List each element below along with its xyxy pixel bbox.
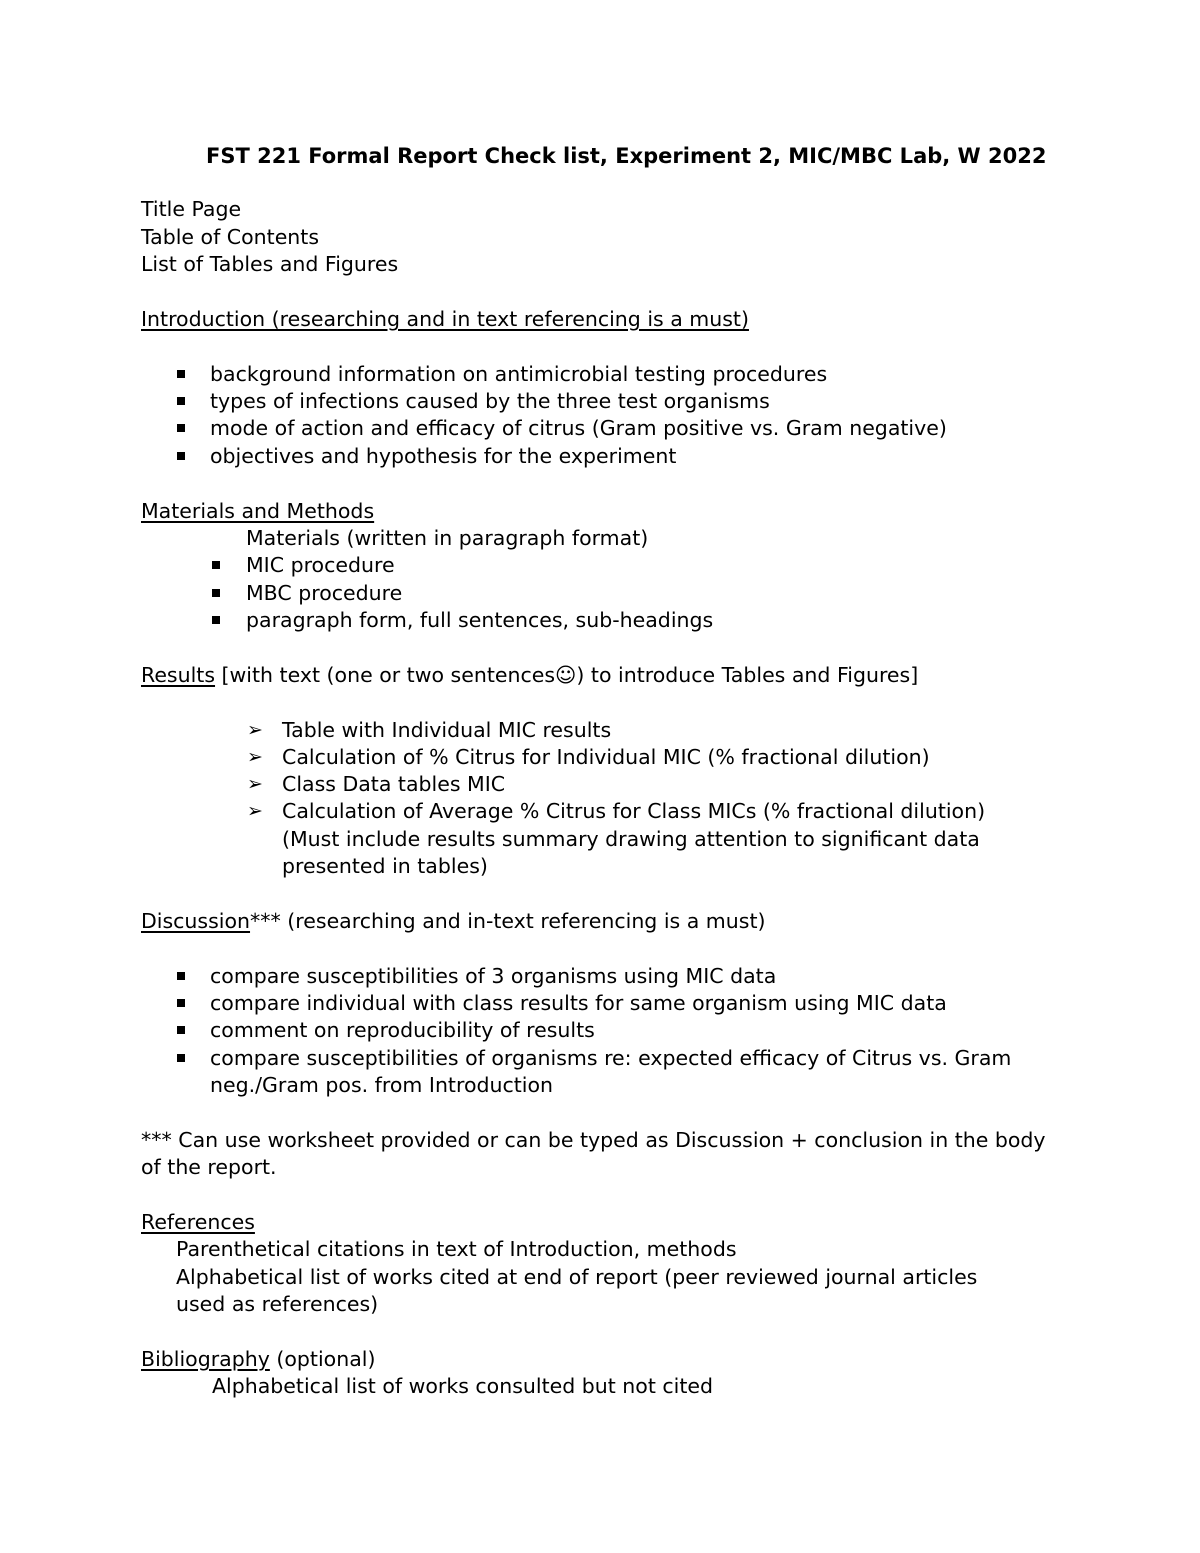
bullet-square-icon xyxy=(177,999,185,1007)
list-item-text: types of infections caused by the three test organisms xyxy=(210,389,770,413)
page-title: FST 221 Formal Report Check list, Experiment 2, MIC/MBC Lab, W 2022 xyxy=(206,144,1047,168)
list-item-text: Calculation of % Citrus for Individual MIC (% fractional dilution) xyxy=(282,745,930,769)
results-heading-note: [with text (one or two sentences☺) to introduce Tables and Figures] xyxy=(215,663,919,687)
arrow-bullet-icon: ➢ xyxy=(247,773,263,795)
list-item-text: mode of action and efficacy of citrus (Gram positive vs. Gram negative) xyxy=(210,416,947,440)
materials-heading: Materials and Methods xyxy=(141,499,375,523)
bullet-square-icon xyxy=(177,397,185,405)
bullet-square-icon xyxy=(212,589,220,597)
list-item-text: compare susceptibilities of 3 organisms using MIC data xyxy=(210,964,777,988)
list-item-text: compare individual with class results for same organism using MIC data xyxy=(210,991,947,1015)
bullet-square-icon xyxy=(212,616,220,624)
bullet-square-icon xyxy=(212,561,220,569)
discussion-heading-line xyxy=(141,908,765,935)
bullet-square-icon xyxy=(177,1026,185,1034)
results-note-line2: presented in tables) xyxy=(282,854,488,878)
list-item-text: MIC procedure xyxy=(246,553,395,577)
results-heading-line xyxy=(141,662,918,689)
list-item-text: MBC procedure xyxy=(246,581,403,605)
bullet-square-icon xyxy=(177,452,185,460)
list-item-text: background information on antimicrobial testing procedures xyxy=(210,362,828,386)
arrow-bullet-icon: ➢ xyxy=(247,800,263,822)
bullet-square-icon xyxy=(177,424,185,432)
discussion-heading: Discussion xyxy=(141,909,251,933)
references-line1: Parenthetical citations in text of Introduction, methods xyxy=(176,1237,737,1261)
arrow-bullet-icon: ➢ xyxy=(247,746,263,768)
bibliography-line1: Alphabetical list of works consulted but not cited xyxy=(212,1374,714,1398)
introduction-heading: Introduction (researching and in text referencing is a must) xyxy=(141,307,749,331)
discussion-heading-note: *** (researching and in-text referencing is a must) xyxy=(250,909,766,933)
list-item-text: comment on reproducibility of results xyxy=(210,1018,595,1042)
bullet-square-icon xyxy=(177,370,185,378)
bibliography-heading: Bibliography xyxy=(141,1347,270,1371)
bibliography-heading-note: (optional) xyxy=(269,1347,376,1371)
results-heading: Results xyxy=(141,663,216,687)
results-note-line1: (Must include results summary drawing attention to significant data xyxy=(282,827,980,851)
references-line2: Alphabetical list of works cited at end of report (peer reviewed journal articles xyxy=(176,1265,978,1289)
references-line3: used as references) xyxy=(176,1292,379,1316)
list-item-text: Class Data tables MIC xyxy=(282,772,506,796)
materials-subheading: Materials (written in paragraph format) xyxy=(246,526,649,550)
references-heading: References xyxy=(141,1210,255,1234)
bullet-square-icon xyxy=(177,1054,185,1062)
footnote-line2: of the report. xyxy=(141,1155,277,1179)
discussion-item-continuation: neg./Gram pos. from Introduction xyxy=(210,1073,554,1097)
list-item-text: objectives and hypothesis for the experiment xyxy=(210,444,677,468)
footnote-line1: *** Can use worksheet provided or can be typed as Discussion + conclusion in the body xyxy=(141,1128,1046,1152)
list-item-text: Table with Individual MIC results xyxy=(282,718,612,742)
list-item-text: Calculation of Average % Citrus for Class MICs (% fractional dilution) xyxy=(282,799,986,823)
list-item-text: paragraph form, full sentences, sub-headings xyxy=(246,608,714,632)
arrow-bullet-icon: ➢ xyxy=(247,719,263,741)
list-item-text: compare susceptibilities of organisms re: expected efficacy of Citrus vs. Gram xyxy=(210,1046,1012,1070)
front-matter-list-tables: List of Tables and Figures xyxy=(141,252,399,276)
front-matter-title-page: Title Page xyxy=(141,197,242,221)
front-matter-toc: Table of Contents xyxy=(141,225,320,249)
bibliography-heading-line xyxy=(141,1346,375,1373)
bullet-square-icon xyxy=(177,972,185,980)
